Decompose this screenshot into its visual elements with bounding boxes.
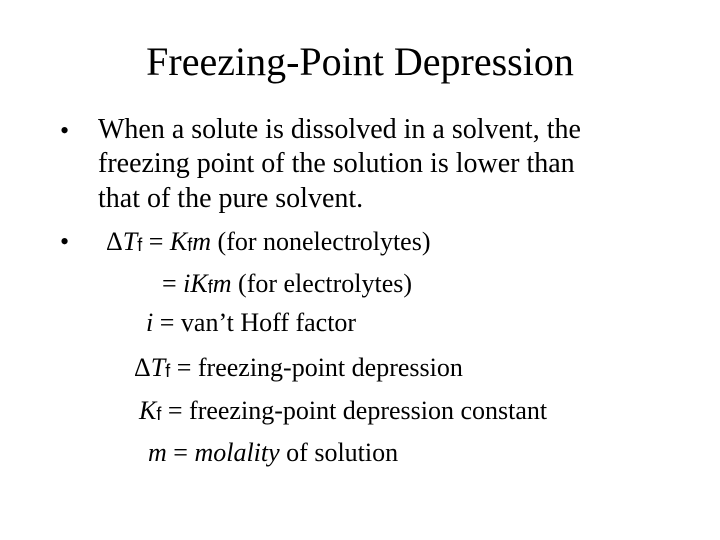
- var-m: m: [192, 227, 212, 256]
- subscript-f: f: [165, 361, 171, 381]
- subscript-f: f: [137, 235, 143, 255]
- subscript-f: f: [156, 404, 162, 424]
- equation-note: (for electrolytes): [231, 269, 413, 298]
- equals: =: [166, 438, 195, 467]
- equation-note: (for nonelectrolytes): [211, 227, 431, 256]
- bullet-1-marker: •: [60, 116, 70, 145]
- vant-hoff-definition: [146, 307, 356, 339]
- definition-text: of solution: [279, 438, 399, 467]
- equation-nonelectrolytes: [106, 226, 431, 261]
- var-m: m: [212, 269, 232, 298]
- var-t: T: [150, 353, 166, 382]
- equals: =: [162, 269, 184, 298]
- subscript-f: f: [207, 277, 213, 297]
- var-i: i: [146, 308, 154, 337]
- var-t: T: [122, 227, 138, 256]
- slide-title: Freezing-Point Depression: [146, 39, 574, 84]
- var-i: i: [183, 269, 191, 298]
- definition-text: freezing-point depression constant: [189, 396, 548, 425]
- delta-symbol: Δ: [134, 353, 151, 382]
- equals: =: [161, 396, 190, 425]
- equation-electrolytes: [162, 268, 412, 303]
- subscript-f: f: [187, 235, 193, 255]
- var-k: K: [169, 227, 188, 256]
- equals: =: [142, 227, 170, 256]
- bullet-2-marker: •: [60, 227, 70, 256]
- definition-delta-tf: [134, 352, 463, 387]
- bullet-1-line-2: freezing point of the solution is lower than: [98, 148, 575, 179]
- var-m: m: [148, 438, 167, 467]
- definition-kf: [139, 395, 547, 430]
- definition-text: = van’t Hoff factor: [153, 308, 357, 337]
- molality-term: molality: [194, 438, 280, 467]
- var-k: K: [190, 269, 208, 298]
- definition-text: freezing-point depression: [197, 353, 463, 382]
- equals: =: [170, 353, 198, 382]
- bullet-1-line-1: When a solute is dissolved in a solvent, the: [98, 114, 581, 145]
- var-k: K: [139, 396, 157, 425]
- bullet-1-line-3: that of the pure solvent.: [98, 183, 364, 214]
- delta-symbol: Δ: [106, 227, 123, 256]
- definition-m: [148, 437, 398, 469]
